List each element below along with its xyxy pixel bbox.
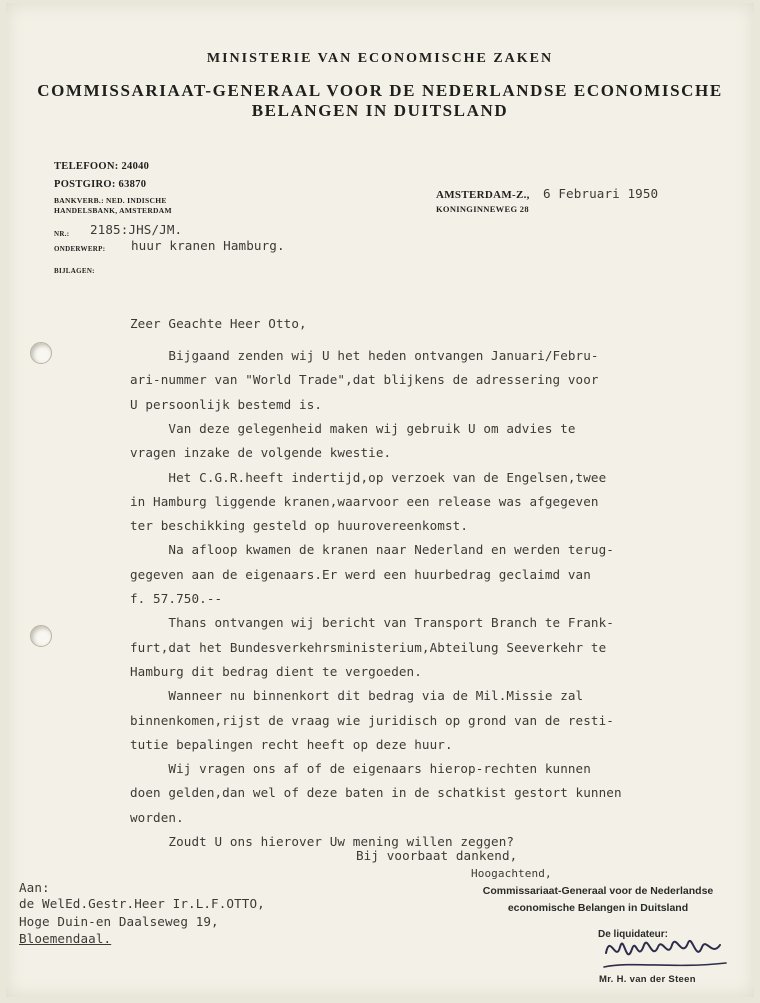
body-line: Hamburg dit bedrag dient te vergoeden.	[130, 663, 422, 679]
signatory-name: Mr. H. van der Steen	[599, 974, 696, 985]
body-line: gegeven aan de eigenaars.Er werd een huurbedrag geclaimd van	[130, 566, 591, 582]
body-line: Wanneer nu binnenkort dit bedrag via de Mil.Missie zal	[130, 688, 584, 704]
body-line: Na afloop kwamen de kranen naar Nederland en werden terug-	[130, 542, 614, 558]
handwritten-signature	[602, 923, 732, 975]
subject-text: huur kranen Hamburg.	[131, 238, 285, 253]
body-line: in Hamburg liggende kranen,waarvoor een release was afgegeven	[130, 493, 599, 509]
postgiro-number: POSTGIRO: 63870	[54, 179, 147, 190]
body-line: U persoonlijk bestemd is.	[130, 396, 323, 412]
liquidator-label: De liquidateur:	[598, 929, 669, 940]
salutation: Zeer Geachte Heer Otto,	[130, 316, 307, 331]
organization-title	[6, 81, 754, 121]
punch-hole-top	[30, 342, 52, 364]
stamp-line-1: Commissariaat-Generaal voor de Nederlandse	[482, 885, 714, 897]
telephone-number: TELEFOON: 24040	[54, 161, 150, 172]
recipient-line-3: Bloemendaal.	[19, 931, 112, 946]
body-line: vragen inzake de volgende kwestie.	[130, 445, 392, 461]
body-line: Zoudt U ons hierover Uw mening willen zeggen?	[130, 834, 515, 849]
body-line: ter beschikking gesteld op huurovereenkomst.	[130, 518, 469, 534]
organization-title-line-1: COMMISSARIAAT-GENERAAL VOOR DE NEDERLANDSE ECONOMISCHE	[37, 81, 723, 100]
recipient-line-1: de WelEd.Gestr.Heer Ir.L.F.OTTO,	[19, 896, 265, 911]
closing-thanks: Bij voorbaat dankend,	[356, 848, 518, 863]
punch-hole-bottom	[30, 625, 52, 647]
letter-date: 6 Februari 1950	[543, 186, 659, 201]
body-line: worden.	[130, 809, 184, 825]
body-line: doen gelden,dan wel of deze baten in de schatkist gestort kunnen	[130, 785, 622, 801]
body-line: Thans ontvangen wij bericht van Transport Branch te Frank-	[130, 615, 614, 631]
body-line: Wij vragen ons af of de eigenaars hierop-rechten kunnen	[130, 761, 591, 777]
recipient-label: Aan:	[19, 880, 50, 895]
bank-line-2: HANDELSBANK, AMSTERDAM	[54, 206, 172, 215]
reference-number: 2185:JHS/JM.	[90, 222, 183, 237]
ministry-heading: MINISTERIE VAN ECONOMISCHE ZAKEN	[206, 51, 554, 66]
body-line: Bijgaand zenden wij U het heden ontvangen Januari/Febru-	[130, 348, 599, 363]
stamp-line-2: economische Belangen in Duitsland	[507, 902, 689, 914]
nr-label: NR.:	[54, 230, 70, 238]
body-line: tutie bepalingen recht heeft op deze huur.	[130, 736, 453, 752]
closing-regards: Hoogachtend,	[471, 867, 552, 880]
body-line: Het C.G.R.heeft indertijd,op verzoek van de Engelsen,twee	[130, 469, 607, 485]
subject-label: ONDERWERP:	[54, 245, 106, 253]
street-address: KONINGINNEWEG 28	[436, 204, 529, 214]
body-line: binnenkomen,rijst de vraag wie juridisch op grond van de resti-	[130, 712, 614, 728]
body-line: furt,dat het Bundesverkehrsministerium,Abteilung Seeverkehr te	[130, 639, 607, 655]
body-line: ari-nummer van "World Trade",dat blijkens de adressering voor	[130, 372, 599, 388]
bank-line-1: BANKVERB.: NED. INDISCHE	[54, 196, 167, 205]
attachments-label: BIJLAGEN:	[54, 267, 95, 275]
recipient-line-2: Hoge Duin-en Daalseweg 19,	[19, 914, 219, 929]
letter-page	[6, 3, 754, 997]
organization-title-line-2: BELANGEN IN DUITSLAND	[251, 101, 509, 120]
body-line: Van deze gelegenheid maken wij gebruik U om advies te	[130, 420, 576, 436]
organization-stamp	[478, 884, 718, 915]
body-line: f. 57.750.--	[130, 591, 223, 606]
place-label: AMSTERDAM-Z.,	[436, 189, 530, 201]
